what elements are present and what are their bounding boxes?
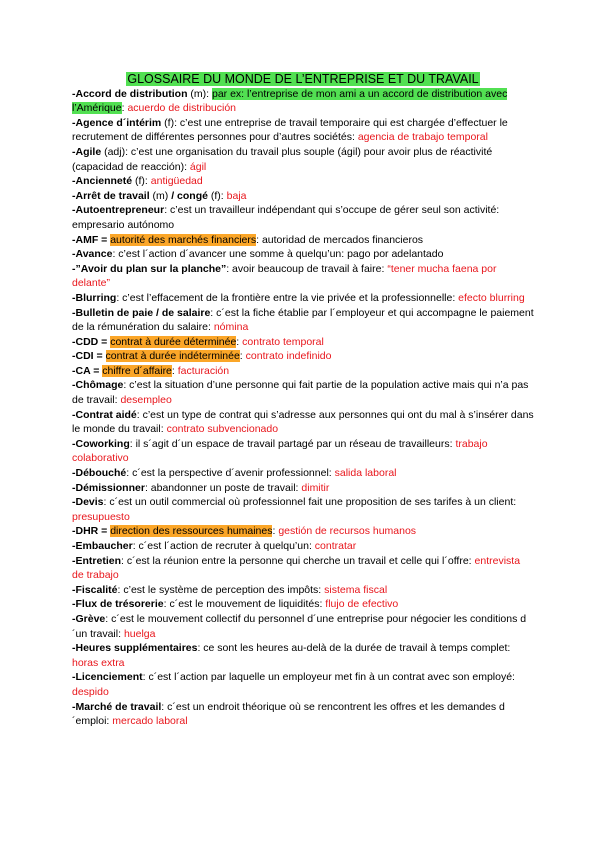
spanish-translation: contrato subvencionado xyxy=(166,423,279,436)
glossary-term: -Embaucher xyxy=(72,540,133,552)
glossary-entry xyxy=(72,306,534,335)
spanish-translation: nómina xyxy=(213,321,249,334)
glossary-definition: (m) xyxy=(149,189,172,202)
glossary-entry xyxy=(72,495,534,524)
glossary-definition: (f): xyxy=(132,175,151,188)
glossary-term: -Agence d´intérim xyxy=(72,116,162,129)
glossary-page xyxy=(72,72,534,729)
spanish-translation: flujo de efectivo xyxy=(325,598,399,611)
spanish-translation: salida laboral xyxy=(334,467,397,480)
glossary-definition: : xyxy=(239,350,246,363)
glossary-term: -”Avoir du plan sur la planche” xyxy=(72,262,227,275)
glossary-definition: (m): xyxy=(187,87,212,100)
glossary-term: -Avance xyxy=(72,248,113,261)
glossary-definition: : c´est la fiche établie par l´employeur et qui accompagne le paiement de la rémunération du salaire: xyxy=(72,306,534,334)
glossary-entry xyxy=(72,233,534,248)
glossary-definition: : c’est un type de contrat qui s’adresse aux personnes qui ont du mal à s’insérer dans le monde du travail: xyxy=(72,408,534,436)
highlighted-text: direction des ressources humaines xyxy=(110,525,273,538)
spanish-translation: gestión de recursos humanos xyxy=(278,525,417,538)
glossary-definition: : c´est la perspective d´avenir professionnel: xyxy=(126,467,335,480)
glossary-definition: : xyxy=(272,525,279,538)
glossary-term: -Accord de distribution xyxy=(72,87,188,100)
glossary-entry xyxy=(72,700,534,729)
spanish-translation: sistema fiscal xyxy=(324,583,388,596)
glossary-entry xyxy=(72,174,534,189)
glossary-definition: : c´est le mouvement de liquidités: xyxy=(163,598,326,611)
glossary-term: -DHR = xyxy=(72,525,111,538)
glossary-term: -Entretien xyxy=(72,554,122,567)
highlighted-text: contrat à durée déterminée xyxy=(110,335,237,348)
spanish-translation: contrato indefinido xyxy=(245,350,332,363)
glossary-list xyxy=(72,87,534,729)
glossary-entry xyxy=(72,670,534,699)
glossary-definition: : c´est un endroit théorique où se rencontrent les offres et les demandes d´emploi: xyxy=(72,700,505,728)
glossary-term: -Heures supplémentaires xyxy=(72,642,198,655)
glossary-definition: : c’est l’effacement de la frontière entre la vie privée et la professionnelle: xyxy=(116,291,459,304)
glossary-definition: : xyxy=(236,335,243,348)
glossary-term: -Débouché xyxy=(72,467,127,480)
glossary-entry xyxy=(72,481,534,496)
glossary-entry xyxy=(72,145,534,174)
glossary-definition: : c´est l´action par laquelle un employeur met fin à un contrat avec son employé: xyxy=(142,671,515,684)
spanish-translation: ágil xyxy=(189,160,207,173)
highlighted-text: autorité des marchés financiers xyxy=(110,233,257,246)
spanish-translation: dimitir xyxy=(301,481,330,494)
glossary-entry xyxy=(72,189,534,204)
glossary-term: -Chômage xyxy=(72,379,124,392)
glossary-term: -Coworking xyxy=(72,437,130,450)
glossary-term: -Flux de trésorerie xyxy=(72,598,164,611)
glossary-entry xyxy=(72,335,534,350)
glossary-entry xyxy=(72,641,534,670)
glossary-term: -Devis xyxy=(72,496,104,509)
spanish-translation: horas extra xyxy=(72,656,125,669)
highlighted-text: contrat à durée indéterminée xyxy=(105,350,240,363)
spanish-translation: “tener mucha faena por delante” xyxy=(72,262,497,290)
highlighted-text: chiffre d´affaire xyxy=(102,364,172,377)
glossary-definition: : c´est un outil commercial où professionnel fait une proposition de ses tarifes à un client: xyxy=(103,496,517,509)
spanish-translation: presupuesto xyxy=(72,510,130,523)
glossary-entry xyxy=(72,597,534,612)
glossary-entry xyxy=(72,437,534,466)
glossary-entry xyxy=(72,524,534,539)
glossary-term: -AMF = xyxy=(72,233,111,246)
spanish-translation: mercado laboral xyxy=(112,715,188,728)
spanish-translation: desempleo xyxy=(120,394,172,407)
glossary-definition: : xyxy=(121,102,128,115)
glossary-definition: : c´est l´action de recruter à quelqu’un: xyxy=(132,540,315,552)
glossary-definition: (f): c’est une entreprise de travail temporaire qui est chargée d’effectuer le recrutement de différentes personnes pour d’autres sociétés: xyxy=(72,116,508,144)
glossary-entry xyxy=(72,116,534,145)
glossary-definition: : autoridad de mercados financieros xyxy=(256,233,424,246)
glossary-term: -Licenciement xyxy=(72,671,143,684)
glossary-term: / congé xyxy=(171,189,208,202)
glossary-entry xyxy=(72,554,534,583)
spanish-translation: huelga xyxy=(123,627,156,640)
glossary-definition: : c’est un travailleur indépendant qui s’occupe de gérer seul son activité: empresario autónomo xyxy=(72,204,500,231)
glossary-entry xyxy=(72,364,534,379)
spanish-translation: agencia de trabajo temporal xyxy=(357,131,488,144)
highlighted-text: par ex: l’entreprise de mon ami a un accord de distribution avec l’Amérique xyxy=(72,87,508,115)
glossary-entry xyxy=(72,262,534,291)
glossary-entry xyxy=(72,583,534,598)
glossary-definition: : c’est l´action d´avancer une somme à quelqu’un: pago por adelantado xyxy=(112,248,444,261)
spanish-translation: contrato temporal xyxy=(242,335,324,348)
glossary-term: -Agile xyxy=(72,145,102,158)
glossary-entry xyxy=(72,612,534,641)
glossary-definition: : abandonner un poste de travail: xyxy=(144,481,302,494)
glossary-entry xyxy=(72,408,534,437)
glossary-definition: : ce sont les heures au-delà de la durée de travail à temps complet: xyxy=(197,642,511,655)
spanish-translation: despido xyxy=(72,685,109,698)
glossary-term: -Arrêt de travail xyxy=(72,189,150,202)
glossary-term: -Autoentrepreneur xyxy=(72,204,165,217)
spanish-translation: antigüedad xyxy=(150,175,203,188)
glossary-term: -CDI = xyxy=(72,350,106,363)
glossary-definition: : il s´agit d´un espace de travail partagé par un réseau de travailleurs: xyxy=(129,437,456,450)
glossary-entry xyxy=(72,378,534,407)
page-title: GLOSSAIRE DU MONDE DE L’ENTREPRISE ET DU TRAVAIL xyxy=(127,72,479,86)
glossary-term: -Bulletin de paie / de salaire xyxy=(72,306,211,319)
spanish-translation: acuerdo de distribución xyxy=(127,102,237,115)
glossary-definition: : c’est le système de perception des impôts: xyxy=(117,583,325,596)
glossary-term: -Contrat aidé xyxy=(72,408,137,421)
spanish-translation: trabajo colaborativo xyxy=(72,437,488,465)
glossary-term: -Marché de travail xyxy=(72,700,162,713)
glossary-entry xyxy=(72,466,534,481)
glossary-entry xyxy=(72,291,534,306)
glossary-entry xyxy=(72,247,534,262)
glossary-definition: : c’est la situation d’une personne qui fait partie de la population active mais qui n’a pas de travail: xyxy=(72,379,529,407)
glossary-term: -Blurring xyxy=(72,291,117,304)
glossary-definition: : xyxy=(171,364,178,377)
spanish-translation: efecto blurring xyxy=(458,291,525,304)
glossary-entry xyxy=(72,203,534,232)
glossary-term: -CDD = xyxy=(72,335,111,348)
spanish-translation: entrevista de trabajo xyxy=(72,554,521,582)
glossary-entry xyxy=(72,539,534,554)
glossary-definition: : c´est le mouvement collectif du personnel d´une entreprise pour négocier les conditions d´un travail: xyxy=(72,612,527,640)
spanish-translation: contratar xyxy=(314,540,357,552)
spanish-translation: baja xyxy=(226,189,247,202)
glossary-definition: : c´est la réunion entre la personne qui cherche un travail et celle qui l´offre: xyxy=(121,554,475,567)
glossary-definition: (f): xyxy=(207,189,227,202)
glossary-definition: : avoir beaucoup de travail à faire: xyxy=(226,262,388,275)
glossary-term: -Démissionner xyxy=(72,481,145,494)
glossary-entry xyxy=(72,349,534,364)
glossary-term: -Grève xyxy=(72,612,106,625)
glossary-entry xyxy=(72,87,534,116)
glossary-term: -Fiscalité xyxy=(72,583,118,596)
glossary-term: -CA = xyxy=(72,364,103,377)
glossary-definition: (adj): c’est une organisation du travail plus souple (ágil) pour avoir plus de réactivité (capacidad de reacción): xyxy=(72,145,493,173)
spanish-translation: facturación xyxy=(177,364,230,377)
glossary-term: -Ancienneté xyxy=(72,175,133,188)
